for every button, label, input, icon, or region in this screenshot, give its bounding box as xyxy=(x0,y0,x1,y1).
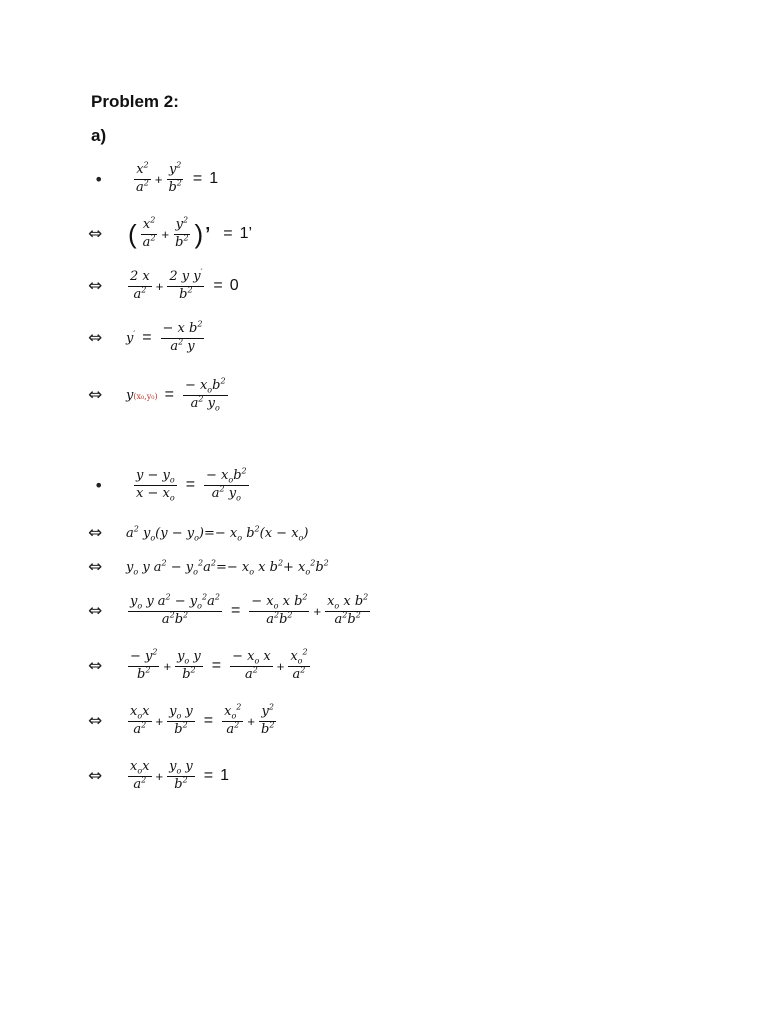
equivalence-icon: ⇔ xyxy=(88,385,103,405)
math-expression: ( $\frac{x^2}{a^2}$ + $\frac{y^2}{b^2}$ ) ’ = 1’ xyxy=(128,215,253,250)
equation-step xyxy=(88,586,372,636)
equivalence-icon: ⇔ xyxy=(88,601,103,621)
math-expression: $\frac{2 x}{a^2}$ + $\frac{2 y y'}{b^2}$ = 0 xyxy=(130,267,239,302)
page-title: Problem 2: xyxy=(91,92,179,111)
equivalence-icon: ⇔ xyxy=(88,224,103,244)
equivalence-icon: ⇔ xyxy=(88,276,103,296)
math-expression: $\frac{y_o y a^2 - y_o^2a^2}{a^2b^2}$ = $\frac{- x_o x b^2}{a^2b^2}$ + $\frac{x_o x b^2}{a^2b^2}$ xyxy=(130,592,369,627)
equation-step xyxy=(88,751,229,801)
equation-step xyxy=(88,154,218,204)
math-expression: $\frac{- y^2}{b^2}$ + $\frac{y_o y}{b^2}$ = $\frac{- x_o x}{a^2}$ + $\frac{x_o^2}{a^2}$ xyxy=(130,647,308,682)
math-expression: $\frac{y - y_o}{x - x_o}$ = $\frac{- x_ob^2}{a^2 y_o}$ xyxy=(136,466,247,503)
rhs-value: 1’ xyxy=(239,225,253,242)
equation-step xyxy=(88,542,329,592)
math-expression: $\frac{x_ox}{a^2}$ + $\frac{y_o y}{b^2}$ = 1 xyxy=(130,758,230,792)
equation-step xyxy=(88,460,251,510)
equivalence-icon: ⇔ xyxy=(88,523,103,543)
bullet-icon: • xyxy=(94,169,104,189)
equation-step xyxy=(88,641,312,691)
part-label: a) xyxy=(91,126,107,145)
equivalence-icon: ⇔ xyxy=(88,711,103,731)
equivalence-icon: ⇔ xyxy=(88,328,103,348)
equivalence-icon: ⇔ xyxy=(88,766,103,786)
equation-step xyxy=(88,696,278,746)
math-expression: y′ = $\frac{- x b^2}{a^2 y}$ xyxy=(126,319,203,354)
subscript-note: (x₀,y₀) xyxy=(133,391,158,401)
equivalence-icon: ⇔ xyxy=(88,656,103,676)
rhs-value: 1 xyxy=(209,170,219,187)
rhs-value: 1 xyxy=(220,767,230,784)
math-expression: $\frac{x^2}{a^2}$ + $\frac{y^2}{b^2}$ = 1 xyxy=(136,160,219,195)
equivalence-icon: ⇔ xyxy=(88,557,103,577)
equation-step xyxy=(88,261,239,311)
math-expression: $y_o$ y $a^2 - y_o^2a^2=- x_o$ x $b^2+ x_o^2b^2$ xyxy=(126,558,329,577)
equation-step xyxy=(88,209,252,259)
math-expression: $\frac{x_ox}{a^2}$ + $\frac{y_o y}{b^2}$ = $\frac{x_o^2}{a^2}$ + $\frac{y^2}{b^2}$ xyxy=(130,702,275,737)
equation-step xyxy=(88,313,206,363)
bullet-icon: • xyxy=(94,475,104,495)
rhs-value: 0 xyxy=(229,277,239,294)
math-expression: $a^2$ $y_o(y - y_o)=- x_o$ $b^2(x - x_o)$ xyxy=(126,524,309,543)
math-expression: y(x₀,y₀) = $\frac{- x_ob^2}{a^2 y_o}$ xyxy=(126,376,226,413)
equation-step xyxy=(88,370,230,420)
